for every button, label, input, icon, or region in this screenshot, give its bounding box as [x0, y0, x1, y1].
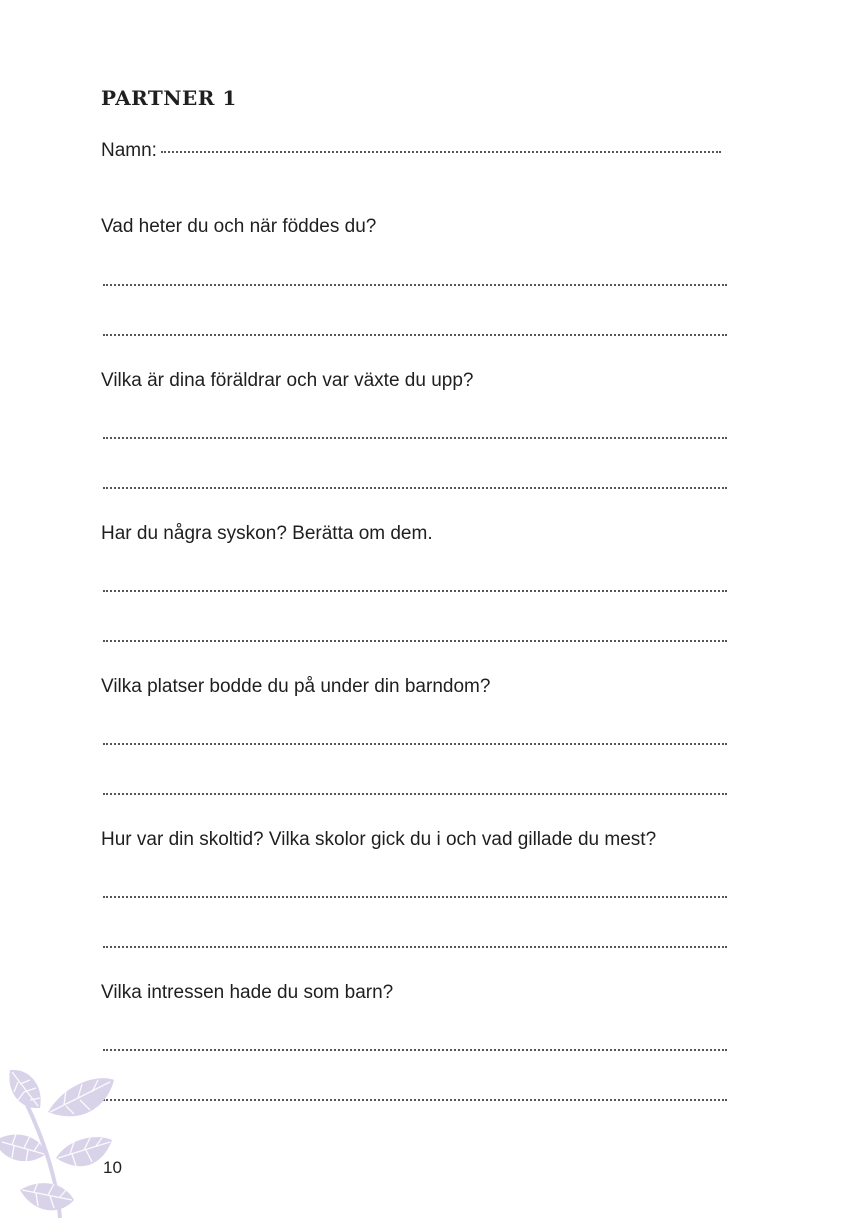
answer-line[interactable] — [103, 946, 727, 948]
question-4: Vilka platser bodde du på under din barndom? — [101, 676, 491, 697]
answer-line[interactable] — [103, 1099, 727, 1101]
question-2: Vilka är dina föräldrar och var växte du upp? — [101, 370, 474, 391]
name-field-row — [101, 140, 721, 166]
answer-line[interactable] — [103, 793, 727, 795]
answer-line[interactable] — [103, 896, 727, 898]
answer-line[interactable] — [103, 437, 727, 439]
answer-line[interactable] — [103, 1049, 727, 1051]
answer-line[interactable] — [103, 743, 727, 745]
question-5: Hur var din skoltid? Vilka skolor gick du i och vad gillade du mest? — [101, 829, 657, 850]
answer-line[interactable] — [103, 284, 727, 286]
answer-line[interactable] — [103, 334, 727, 336]
answer-line[interactable] — [103, 487, 727, 489]
section-heading: PARTNER 1 — [101, 86, 237, 110]
answer-line[interactable] — [103, 640, 727, 642]
page-number: 10 — [103, 1158, 122, 1177]
lavender-leaves-icon — [0, 1050, 140, 1218]
name-fill-line[interactable] — [161, 150, 721, 153]
question-1: Vad heter du och när föddes du? — [101, 216, 377, 237]
question-6: Vilka intressen hade du som barn? — [101, 982, 394, 1003]
name-label: Namn: — [101, 140, 157, 161]
question-3: Har du några syskon? Berätta om dem. — [101, 523, 433, 544]
answer-line[interactable] — [103, 590, 727, 592]
